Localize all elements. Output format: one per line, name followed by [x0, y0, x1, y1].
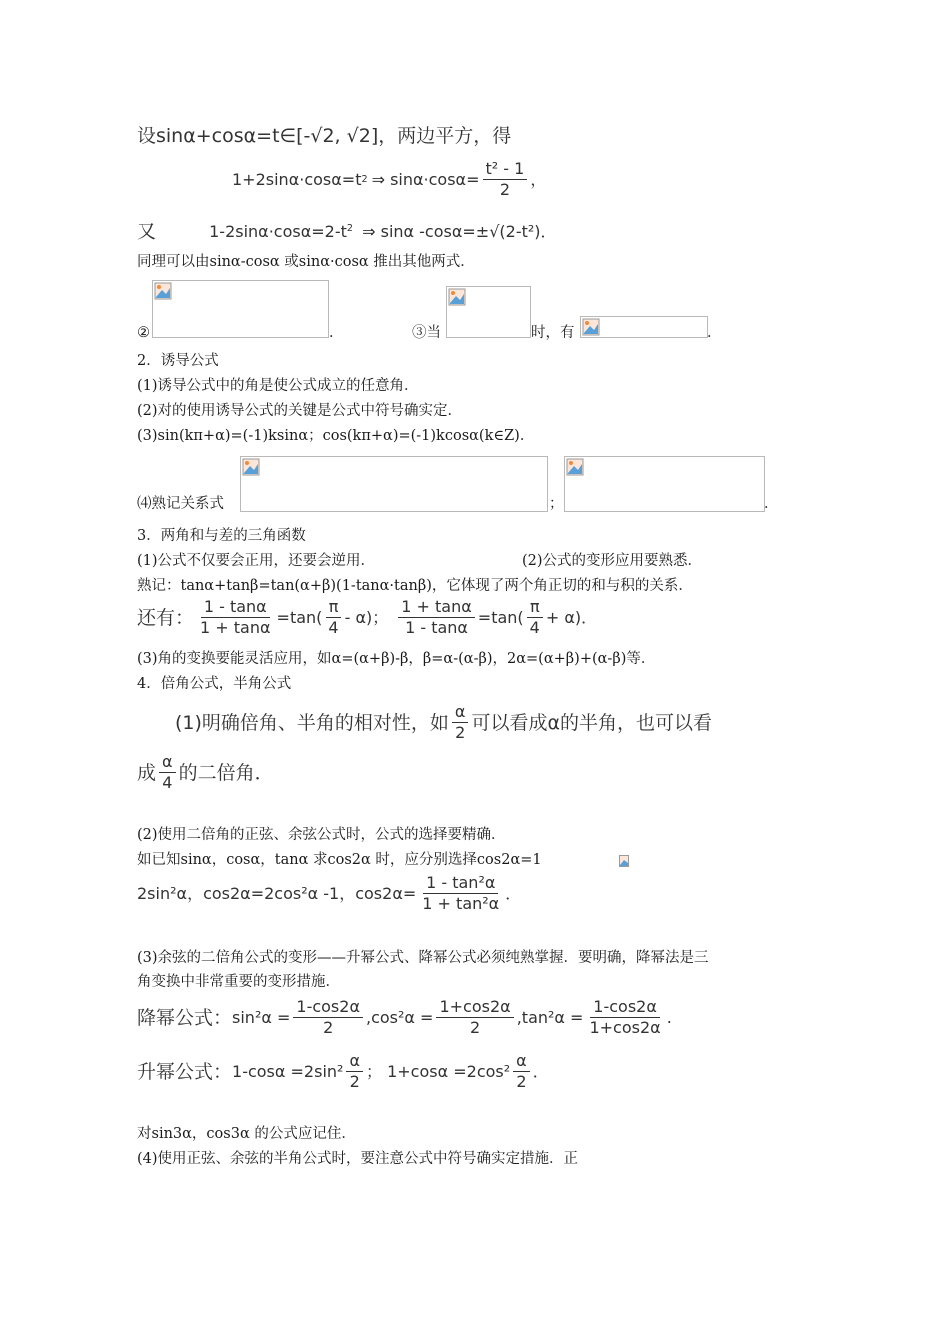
section-2-title: 2．诱导公式 [137, 353, 219, 369]
formula-image-placeholder [152, 280, 329, 338]
formula-image-placeholder [619, 852, 628, 863]
section-4-title: 4．倍角公式，半角公式 [137, 676, 292, 692]
line-2: 1+2sinα·cosα=t 2 ⇒ sinα·cosα= $\frac{\text{t² - 1}}{2}$ ， [232, 159, 547, 199]
broken-image-icon [582, 318, 600, 336]
line-3: 又 $1-2\sin\alpha\cdot\cos\alpha=2-t^2$ ⇒ sinα -cosα=±√(2-t²)． [137, 220, 557, 243]
line-1: 设sinα+cosα=t∈[-√2, √2]，两边平方，得 [137, 125, 512, 147]
formula-image-placeholder [564, 456, 765, 512]
formula-image-placeholder [580, 316, 708, 338]
broken-image-icon [566, 458, 584, 476]
formula-image-placeholder [240, 456, 548, 512]
tan-formulas: 还有： $\frac{1 - \tan\alpha}{1 + \tan\alpha}$ =tan( $\frac{\pi}{4}$ - α)； $\frac{1 + \tan\alpha}{1 - \tan\alpha}$ =tan( $\frac{\pi}{4}$ + α)． [137, 597, 598, 637]
section-3-title: 3．两角和与差的三角函数 [137, 528, 306, 544]
broken-image-icon [154, 282, 172, 300]
broken-image-icon [242, 458, 260, 476]
line-4: 同理可以由sinα-cosα 或sinα·cosα 推出其他两式． [137, 254, 475, 270]
broken-image-icon [619, 855, 629, 867]
power-raise-formulas: 升幂公式： 1-cosα =2sin² $\frac{\alpha}{2}$ ； 1+cosα =2cos² $\frac{\alpha}{2}$ ． [137, 1051, 549, 1091]
circled-2: ② [137, 325, 150, 341]
formula-image-placeholder [446, 286, 531, 338]
eq-2a: 1+2sinα·cosα=t [232, 169, 362, 189]
power-reduce-formulas: 降幂公式： sin²α = $\frac{1-\cos 2\alpha}{2}$ ,cos²α = $\frac{1+\cos 2\alpha}{2}$ ,tan²α = $\frac{1-\cos 2\alpha}{1+\cos 2\alpha}$ . [137, 997, 672, 1037]
eq-2b: ⇒ sinα·cosα= [371, 169, 480, 189]
broken-image-icon [448, 288, 466, 306]
circled-3: ③当 [412, 325, 441, 341]
frac-t2: $\frac{\text{t² - 1}}{2}$ [483, 160, 528, 199]
